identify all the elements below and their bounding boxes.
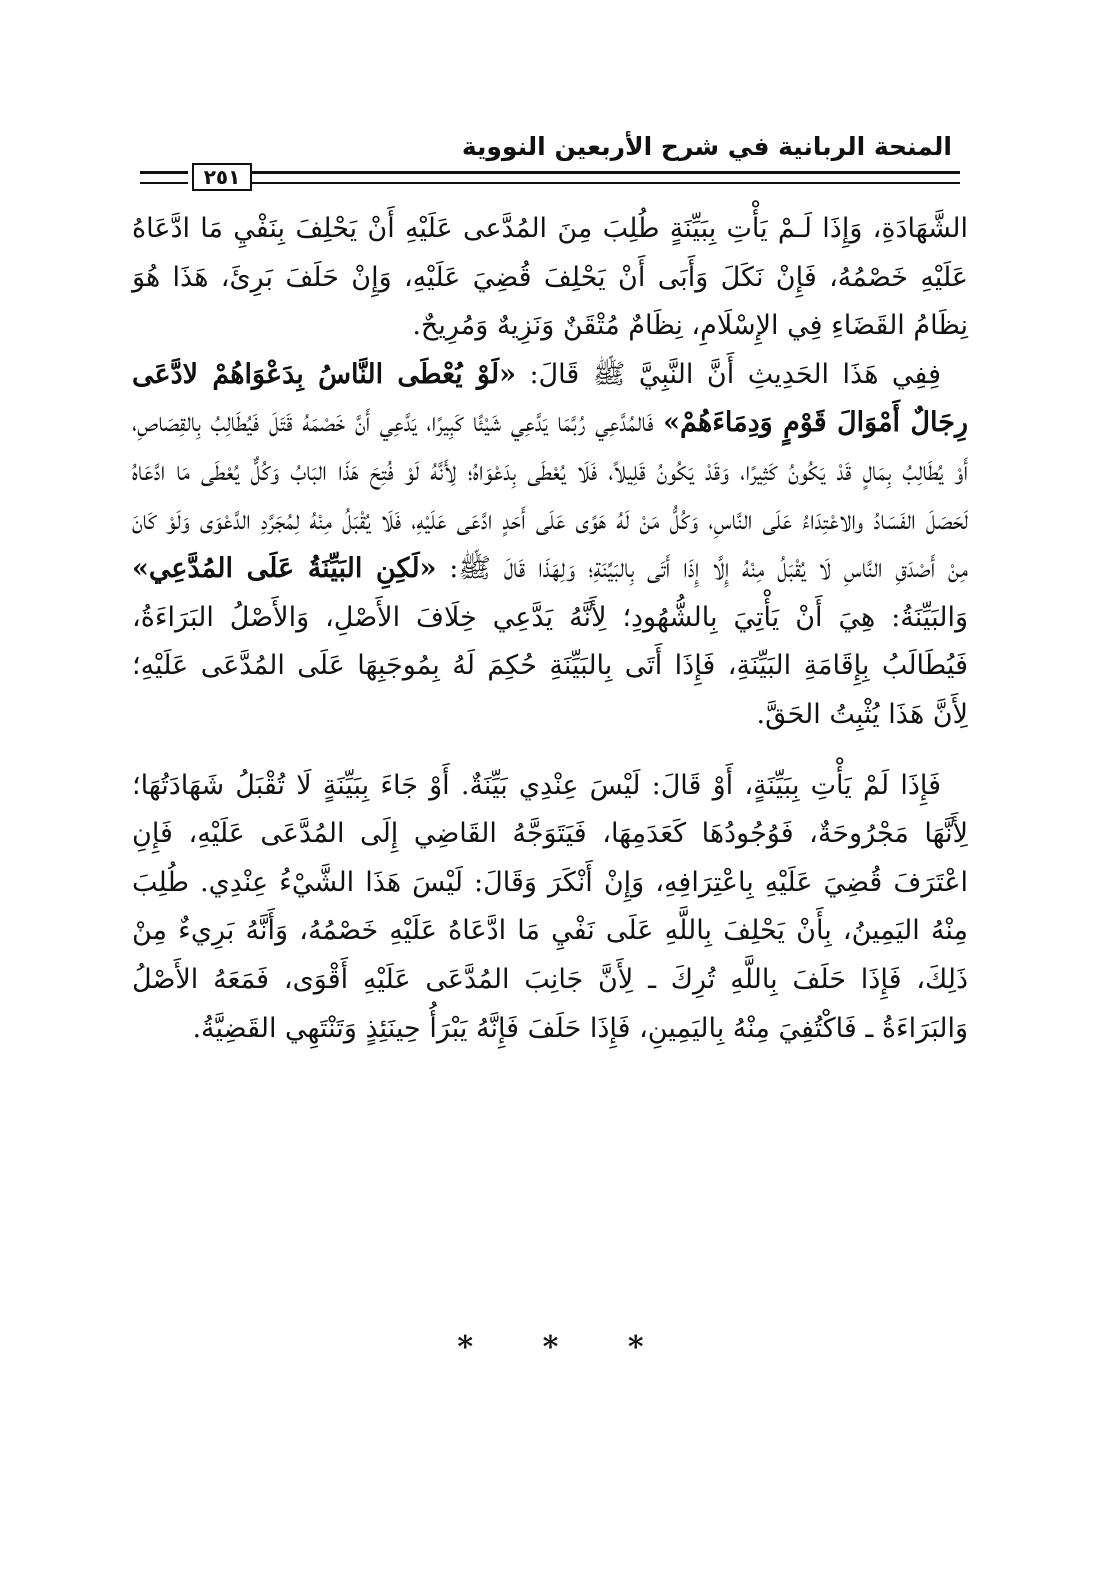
page-body [132,205,968,1053]
separator-star: * [627,1330,644,1365]
paragraph-2-tail: وَالبَيِّنَةُ: هِيَ أَنْ يَأْتِيَ بِالشُّهُودِ؛ لِأَنَّهُ يَدَّعِي خِلَافَ الأَصْلِ، وَالأَصْلُ البَرَاءَةُ، فَيُطَالَبُ بِإِقَامَةِ البَيِّنَةِ، فَإِذَا أَتَى بِالبَيِّنَةِ حُكِمَ لَهُ بِمُوجَبِهَا عَلَى المُدَّعَى عَلَيْهِ؛ لِأَنَّ هَذَا يُثْبِتُ الحَقَّ. [132,601,968,730]
separator-star: * [457,1330,474,1365]
paragraph-3 [132,762,968,1054]
page-header [140,120,960,190]
header-rule [140,165,960,189]
header-rule-left [140,171,188,184]
paragraph-2-middle: فَالمُدَّعِي رُبَّمَا يَدَّعِي شَيْئًا كَبِيرًا، يَدَّعِي أَنَّ خَصْمَهُ قَتَلَ فَيُطَالِبُ بِالقِصَاصِ، أَوْ يُطَالِبُ بِمَالٍ قَدْ يَكُونُ كَثِيرًا، وَقَدْ يَكُونُ قَلِيلاً، فَلَا يُعْطَى بِدَعْوَاهُ؛ لِأَنَّهُ لَوْ فُتِحَ هَذَا البَابُ وَكُلٌّ يُعْطَى مَا ادَّعَاهُ لَحَصَلَ الفَسَادُ والاعْتِدَاءُ عَلَى النَّاسِ، وَكُلُّ مَنْ لَهُ هَوًى عَلَى أَحَدٍ ادَّعَى عَلَيْهِ، فَلَا يُقْبَلُ مِنْهُ لِمُجَرَّدِ الدَّعْوَى وَلَوْ كَانَ مِنْ أَصْدَقِ النَّاسِ لَا يُقْبَلُ مِنْهُ إِلَّا إِذَا أَتَى بِالبَيِّنَةِ؛ وَلِهَذَا قَالَ ﷺ: [132,407,968,585]
separator-star: * [542,1330,559,1365]
paragraph-1: الشَّهَادَةِ، وَإِذَا لَـمْ يَأْتِ بِبَيِّنَةٍ طُلِبَ مِنَ المُدَّعى عَلَيْهِ أَنْ يَحْلِفَ بِنَفْيِ مَا ادَّعَاهُ عَلَيْهِ خَصْمُهُ، فَإِنْ نَكَلَ وَأَبَى أَنْ يَحْلِفَ قُضِيَ عَلَيْهِ، وَإِنْ حَلَفَ بَرِئَ، هَذَا هُوَ نِظَامُ القَضَاءِ فِي الإِسْلَامِ، نِظَامٌ مُتْقَنٌ وَنَزِيهٌ وَمُرِيحٌ. [132,213,968,342]
running-title: المنحة الربانية في شرح الأربعين النووية [461,132,952,161]
hadith-quote-2: «لَكِنِ البَيِّنَةُ عَلَى المُدَّعِي» [132,553,437,585]
hadith-quote-1: «لَوْ يُعْطَى النَّاسُ بِدَعْوَاهُمْ لادَّعَى رِجَالٌ أَمْوَالَ قَوْمٍ وَدِمَاءَهُمْ» [132,358,969,439]
section-separator [0,1330,1101,1365]
page-number: ٢٥١ [192,163,252,191]
header-rule-right [252,171,960,184]
paragraph-2-lead: فِفِي هَذَا الحَدِيثِ أَنَّ النَّبِيَّ ﷺ قَالَ: [515,358,941,390]
paragraph-3-text: فَإِذَا لَمْ يَأْتِ بِبَيِّنَةٍ، أَوْ قَالَ: لَيْسَ عِنْدِي بَيِّنَةٌ. أَوْ جَاءَ بِبَيِّنَةٍ لَا تُقْبَلُ شَهَادَتُهَا؛ لِأَنَّهَا مَجْرُوحَةٌ، فَوُجُودُهَا كَعَدَمِهَا، فَيَتَوَجَّهُ القَاضِي إِلَى المُدَّعَى عَلَيْهِ، فَإِنِ اعْتَرَفَ قُضِيَ عَلَيْهِ بِاعْتِرَافِهِ، وَإِنْ أَنْكَرَ وَقَالَ: لَيْسَ هَذَا الشَّيْءُ عِنْدِي. طُلِبَ مِنْهُ اليَمِينُ، بِأَنْ يَحْلِفَ بِاللَّهِ عَلَى نَفْيِ مَا ادَّعَاهُ عَلَيْهِ خَصْمُهُ، وَأَنَّهُ بَرِيءٌ مِنْ ذَلِكَ، فَإِذَا حَلَفَ بِاللَّهِ تُرِكَ ـ لِأَنَّ جَانِبَ المُدَّعَى عَلَيْهِ أَقْوَى، فَمَعَهُ الأَصْلُ وَالبَرَاءَةُ ـ فَاكْتُفِيَ مِنْهُ بِاليَمِينِ، فَإِذَا حَلَفَ فَإِنَّهُ يَبْرَأُ حِينَئِذٍ وَتَنْتَهِي القَضِيَّةُ. [132,769,968,1044]
paragraph-2 [132,351,968,740]
